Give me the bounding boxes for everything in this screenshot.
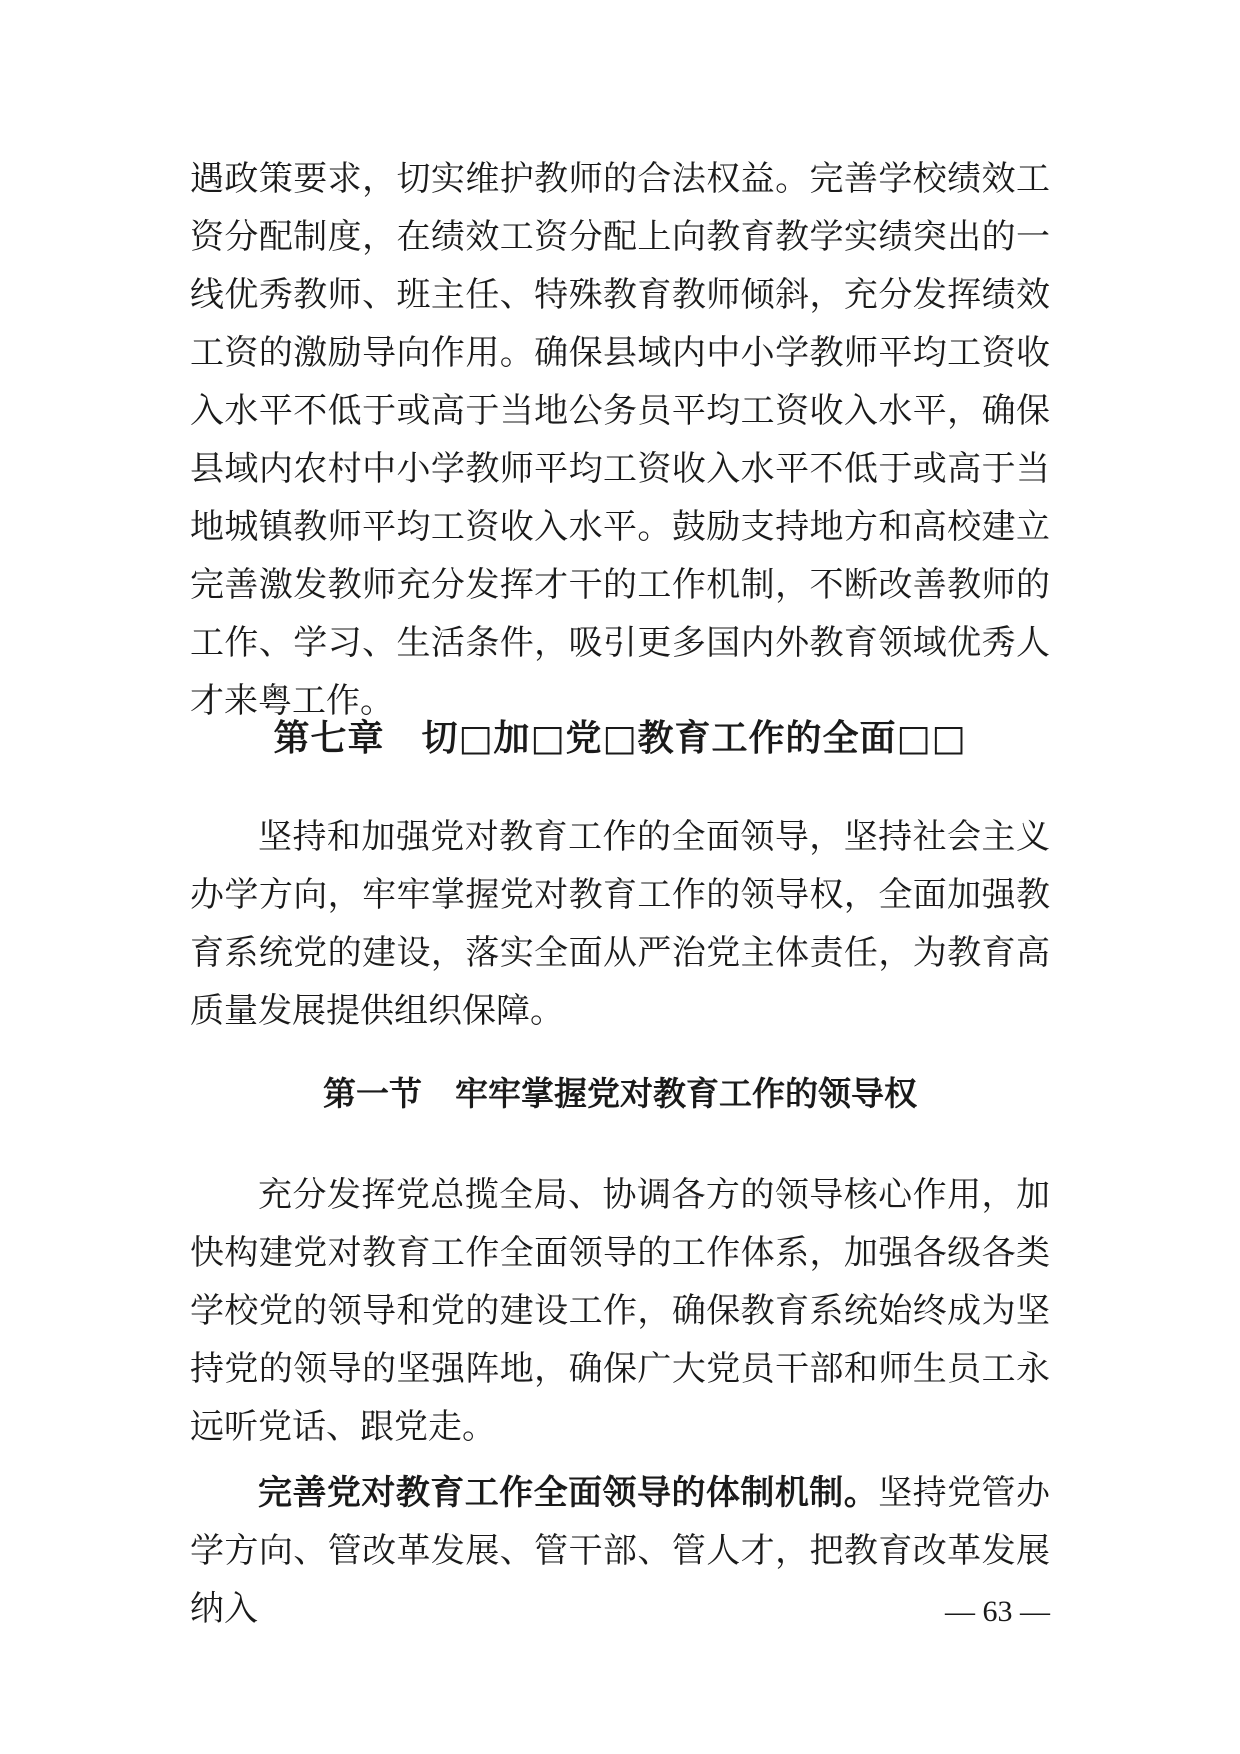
section-title: 第一节 牢牢掌握党对教育工作的领导权 [323, 1074, 917, 1113]
chapter-title: 第七章 切□加□党□教育工作的全面□□ [273, 718, 967, 759]
paragraph-4-bold-lead: 完善党对教育工作全面领导的体制机制。 [258, 1473, 879, 1513]
paragraph-4-text: 坚持党管办学方向、管改革发展、管干部、管人才，把教育改革发展纳入 [190, 1473, 1051, 1629]
body-paragraph-1: 遇政策要求，切实维护教师的合法权益。完善学校绩效工资分配制度，在绩效工资分配上向教育教学实绩突出的一线优秀教师、班主任、特殊教育教师倾斜，充分发挥绩效工资的激励导向作用。确保县域内中小学教师平均工资收入水平不低于或高于当地公务员平均工资收入水平，确保县域内农村中小学教师平均工资收入水平不低于或高于当地城镇教师平均工资收入水平。鼓励支持地方和高校建立完善激发教师充分发挥才干的工作机制，不断改善教师的工作、学习、生活条件，吸引更多国内外教育领域优秀人才来粤工作。 [190, 159, 1050, 721]
body-paragraph-3: 充分发挥党总揽全局、协调各方的领导核心作用，加快构建党对教育工作全面领导的工作体系，加强各级各类学校党的领导和党的建设工作，确保教育系统始终成为坚持党的领导的坚强阵地，确保广大党员干部和师生员工永远听党话、跟党走。 [190, 1175, 1050, 1447]
body-paragraph-4 [190, 1464, 1050, 1638]
page-number: — 63 — [945, 1595, 1050, 1628]
body-paragraph-2: 坚持和加强党对教育工作的全面领导，坚持社会主义办学方向，牢牢掌握党对教育工作的领导权，全面加强教育系统党的建设，落实全面从严治党主体责任，为教育高质量发展提供组织保障。 [190, 817, 1050, 1031]
